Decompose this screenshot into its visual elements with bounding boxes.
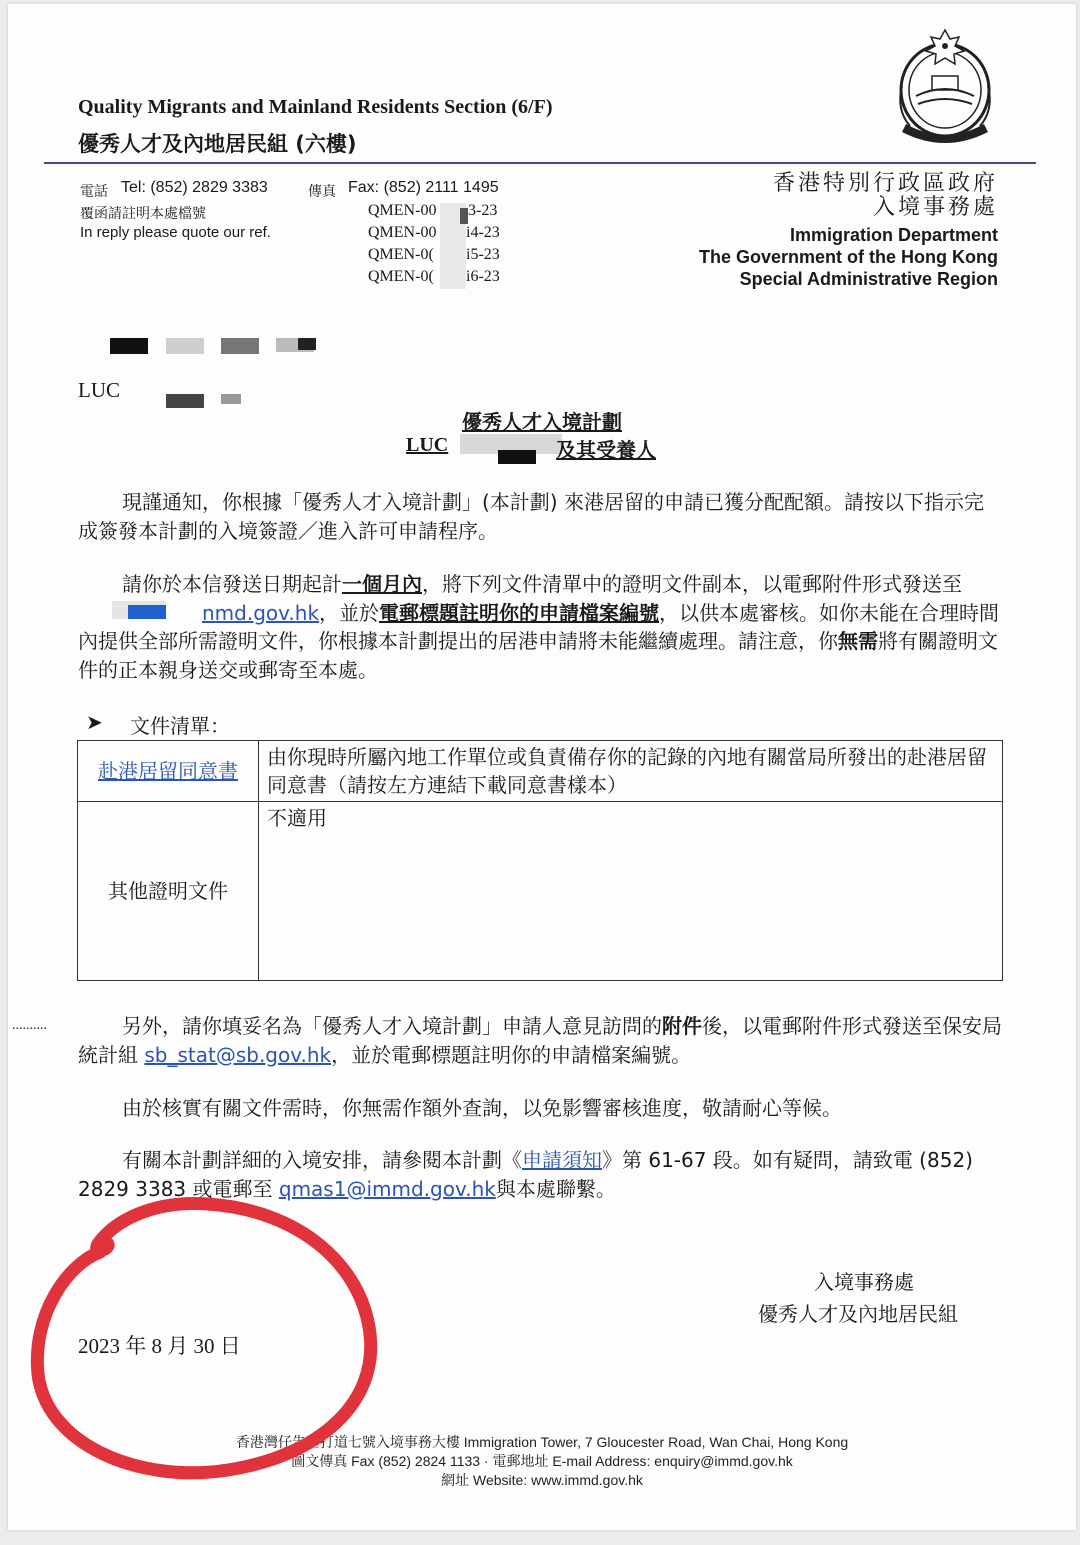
tel-label-zh: 電話: [80, 184, 108, 200]
document-list-title: 文件清單：: [130, 714, 230, 738]
table-row: [78, 741, 1003, 802]
letter-date: 2023 年 8 月 30 日: [78, 1334, 241, 1358]
ref-suffix-3: i5-23: [466, 246, 500, 263]
table-cell-desc: 由你現時所屬內地工作單位或負責備存你的記錄的內地有關當局所發出的赴港居留同意書（請按左方連結下載同意書樣本）: [259, 741, 1003, 802]
ref-number-4: QMEN-0(: [368, 268, 434, 285]
subject-redaction: [498, 450, 536, 464]
paragraph-enquiry: 有關本計劃詳細的入境安排，請參閱本計劃《申請須知》第 61-67 段。如有疑問，請致電 (852) 2829 3383 或電郵至 qmas1@immd.gov.hk與本處聯繫。: [78, 1148, 973, 1201]
qmas-email-link[interactable]: qmas1@immd.gov.hk: [278, 1176, 496, 1201]
address-redaction: [298, 338, 316, 350]
header-divider: [44, 162, 1036, 164]
gov-name-en-3: Special Administrative Region: [739, 269, 998, 289]
ref-number-2: QMEN-00: [368, 224, 437, 241]
table-row: [78, 802, 1003, 981]
margin-dots: ..........: [12, 1018, 47, 1033]
gov-name-en-2: The Government of the Hong Kong: [699, 247, 998, 267]
paragraph-instructions: 請你於本信發送日期起計一個月內，將下列文件清單中的證明文件副本，以電郵附件形式發送至nmd.gov.hk，並於電郵標題註明你的申請檔案編號，以供本處審核。如你未能在合理時間內提供全部所需證明文件，你根據本計劃提出的居港申請將未能繼續處理。請注意，你無需將有關證明文件的正本親身送交或郵寄至本處。: [78, 572, 1000, 682]
immigration-crest-icon: [892, 26, 998, 144]
ref-number-1: QMEN-00: [368, 202, 437, 219]
ref-suffix-1: 3-23: [468, 202, 498, 219]
name-redaction: [221, 394, 241, 404]
gov-name-zh-1: 香港特別行政區政府: [772, 171, 998, 196]
paragraph-survey: 另外，請你填妥名為「優秀人才入境計劃」申請人意見訪問的附件後，以電郵附件形式發送至保安局統計組 sb_stat@sb.gov.hk，並於電郵標題註明你的申請檔案編號。: [78, 1014, 1002, 1067]
fax-label-zh: 傳真: [308, 184, 336, 200]
sb-stat-email-link[interactable]: sb_stat@sb.gov.hk: [144, 1042, 332, 1067]
department-email-link[interactable]: nmd.gov.hk: [202, 600, 320, 625]
signature-section: 優秀人才及內地居民組: [758, 1302, 958, 1326]
address-redaction: [110, 338, 148, 354]
table-cell-label: [78, 741, 259, 802]
email-redaction: [128, 605, 166, 619]
ref-suffix-4: i6-23: [466, 268, 500, 285]
subject-line-1: 優秀人才入境計劃: [462, 410, 622, 434]
gov-name-zh-2: 入境事務處: [872, 195, 998, 220]
ref-suffix-2: i4-23: [466, 224, 500, 241]
footer-address: 香港灣仔告士打道七號入境事務大樓 Immigration Tower, 7 Gloucester Road, Wan Chai, Hong Kong: [235, 1434, 849, 1450]
footer-contact: 圖文傳真 Fax (852) 2824 1133 · 電郵地址 E-mail Address: enquiry@immd.gov.hk: [291, 1453, 793, 1469]
table-cell-desc: 不適用: [259, 802, 1003, 981]
subject-name-suffix: 及其受養人: [556, 438, 656, 462]
letter-page: [8, 4, 1076, 1530]
gov-name-en-1: Immigration Department: [789, 225, 998, 245]
address-redaction: [221, 338, 259, 354]
table-cell-label: 其他證明文件: [78, 802, 259, 981]
footer-website: 網址 Website: www.immd.gov.hk: [441, 1472, 643, 1488]
guidance-notes-link[interactable]: 申請須知: [522, 1148, 602, 1172]
section-title-en: Quality Migrants and Mainland Residents Section (6/F): [78, 96, 553, 118]
tel-number: Tel: (852) 2829 3383: [121, 179, 268, 196]
reply-ref-zh: 覆函請註明本處檔號: [80, 206, 206, 222]
signature-dept: 入境事務處: [814, 1270, 914, 1294]
fax-number: Fax: (852) 2111 1495: [348, 179, 499, 196]
paragraph-notice: 現謹通知，你根據「優秀人才入境計劃」(本計劃) 來港居留的申請已獲分配配額。請按以下指示完成簽發本計劃的入境簽證／進入許可申請程序。: [78, 490, 984, 543]
paragraph-waiting: 由於核實有關文件需時，你無需作額外查詢，以免影響審核進度，敬請耐心等候。: [122, 1096, 842, 1120]
section-title-zh: 優秀人才及內地居民組 (六樓): [78, 132, 357, 156]
recipient-name: LUC: [78, 378, 120, 402]
address-redaction: [166, 338, 204, 354]
redaction-mark: [460, 208, 468, 224]
reply-ref-en: In reply please quote our ref.: [80, 224, 271, 241]
ref-number-3: QMEN-0(: [368, 246, 434, 263]
list-bullet-icon: ➤: [86, 710, 103, 734]
document-table: [77, 740, 1003, 981]
consent-form-link[interactable]: 赴港居留同意書: [98, 759, 238, 783]
subject-name-prefix: LUC: [406, 434, 449, 456]
